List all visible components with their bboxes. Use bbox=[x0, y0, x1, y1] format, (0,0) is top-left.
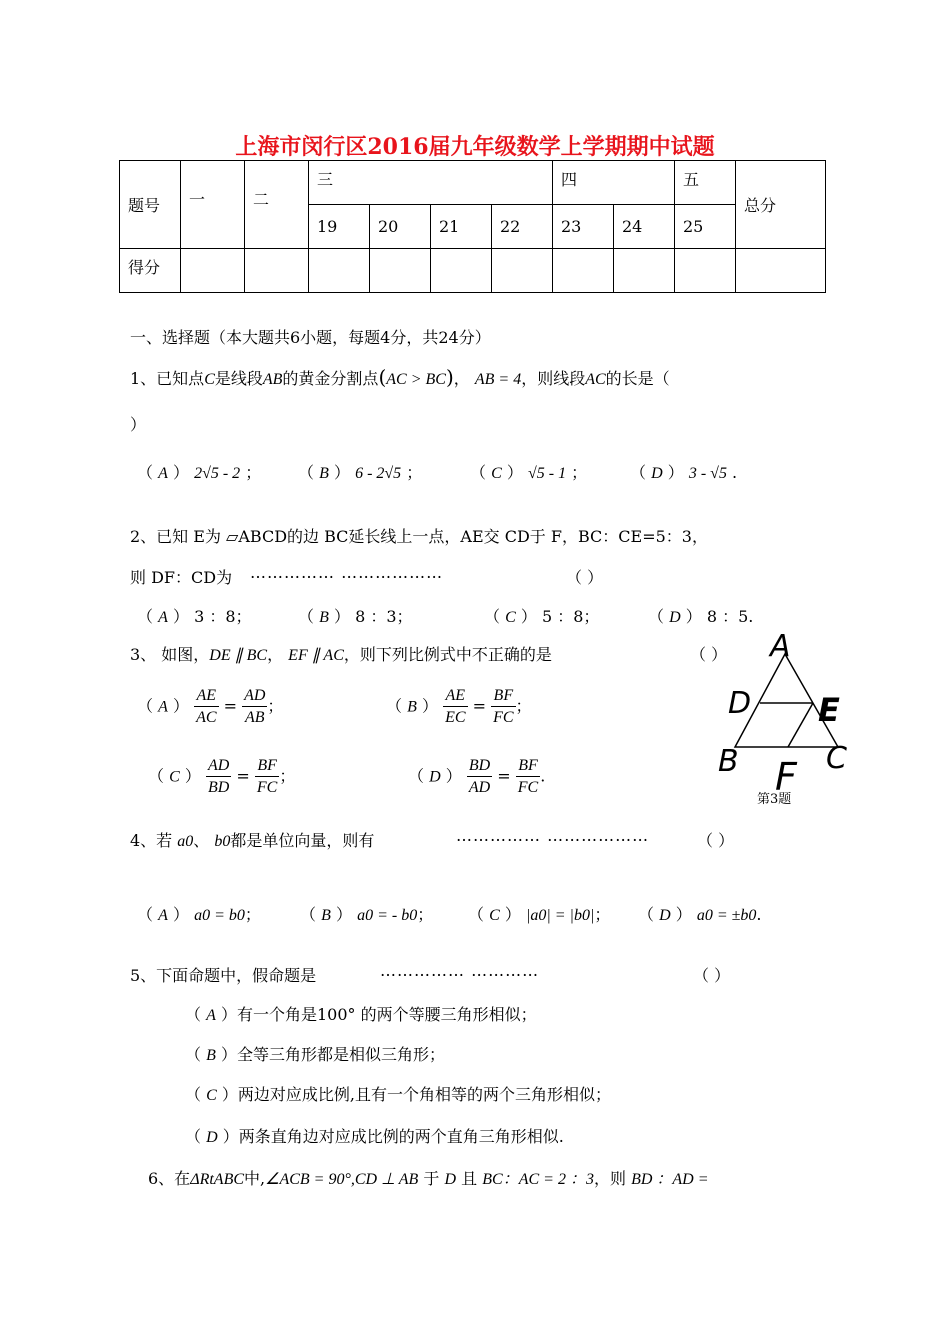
score-cell[interactable] bbox=[675, 249, 736, 293]
question-4: 4、若 a0、 b0都是单位向量，则有 bbox=[130, 831, 375, 850]
question-5: 5、下面命题中，假命题是 bbox=[130, 966, 317, 985]
q1-option-c[interactable]: （ C ） √5 - 1 ； bbox=[470, 463, 588, 482]
score-cell[interactable] bbox=[614, 249, 675, 293]
question-1-close: ） bbox=[130, 415, 147, 434]
question-2: 2、已知 E为 ▱ABCD的边 BC延长线上一点，AE交 CD于 F，BC：CE=5：3， bbox=[130, 527, 708, 546]
score-cell[interactable] bbox=[181, 249, 245, 293]
answer-paren[interactable]: （ ） bbox=[690, 645, 728, 664]
section-header: 一、选择题（本大题共6小题，每题4分，共24分） bbox=[130, 328, 491, 347]
row-label-score: 得分 bbox=[120, 249, 181, 293]
q5-option-d[interactable]: （ D ）两条直角边对应成比例的两个直角三角形相似. bbox=[185, 1127, 564, 1146]
q2-option-b[interactable]: （ B ） 8 ：3； bbox=[298, 607, 413, 626]
q3-option-c[interactable]: （ C ） $\frac{AD}{BD}$ = $\frac{BF}{FC}$ ； bbox=[148, 757, 296, 796]
label-f: F bbox=[775, 755, 797, 799]
label-e: E bbox=[818, 691, 840, 729]
label-a: A bbox=[770, 630, 791, 664]
q4-option-c[interactable]: （ C ） |a0| = |b0|； bbox=[468, 905, 611, 924]
q2-option-d[interactable]: （ D ） 8 ：5. bbox=[648, 607, 754, 626]
answer-dots: …………… ………… bbox=[380, 961, 540, 980]
sub-25: 25 bbox=[675, 205, 736, 249]
figure-caption: 第3题 bbox=[757, 792, 792, 807]
sub-22: 22 bbox=[492, 205, 553, 249]
q4-option-a[interactable]: （ A ） a0 = b0； bbox=[137, 905, 261, 924]
sub-21: 21 bbox=[431, 205, 492, 249]
q5-option-b[interactable]: （ B ）全等三角形都是相似三角形； bbox=[185, 1045, 445, 1064]
segment-ef bbox=[788, 703, 813, 747]
score-cell[interactable] bbox=[309, 249, 370, 293]
q1-option-b[interactable]: （ B ） 6 - 2√5 ； bbox=[298, 463, 423, 482]
q1-option-a[interactable]: （ A ） 2√5 - 2 ； bbox=[137, 463, 262, 482]
sub-20: 20 bbox=[370, 205, 431, 249]
col-total: 总分 bbox=[736, 161, 826, 249]
q4-option-d[interactable]: （ D ） a0 = ±b0. bbox=[638, 905, 762, 924]
q1-option-d[interactable]: （ D ） 3 - √5 . bbox=[630, 463, 738, 482]
question-3: 3、 如图，DE ∥ BC， EF ∥ AC，则下列比例式中不正确的是 bbox=[130, 645, 552, 664]
q3-option-b[interactable]: （ B ） $\frac{AE}{EC}$ = $\frac{BF}{FC}$ ； bbox=[386, 687, 532, 726]
score-cell[interactable] bbox=[431, 249, 492, 293]
q2-option-a[interactable]: （ A ） 3 ：8； bbox=[137, 607, 252, 626]
score-table bbox=[119, 160, 826, 293]
question-2-line2: 则 DF：CD为 bbox=[130, 568, 233, 587]
sub-19: 19 bbox=[309, 205, 370, 249]
sub-23: 23 bbox=[553, 205, 614, 249]
answer-paren[interactable]: （ ） bbox=[697, 831, 735, 850]
q5-option-c[interactable]: （ C ）两边对应成比例,且有一个角相等的两个三角形相似； bbox=[185, 1085, 611, 1104]
q5-option-a[interactable]: （ A ）有一个角是100° 的两个等腰三角形相似； bbox=[185, 1005, 537, 1024]
sub-24: 24 bbox=[614, 205, 675, 249]
col-three: 三 bbox=[309, 161, 553, 205]
q2-option-c[interactable]: （ C ） 5 ：8； bbox=[484, 607, 600, 626]
label-b: B bbox=[718, 744, 739, 779]
label-c: C bbox=[826, 741, 847, 776]
score-cell[interactable] bbox=[553, 249, 614, 293]
col-five: 五 bbox=[675, 161, 736, 205]
score-cell[interactable] bbox=[370, 249, 431, 293]
answer-dots: …………… ……………… bbox=[250, 563, 444, 582]
question-6: 6、在ΔRtABC中,∠ACB = 90°,CD ⊥ AB 于 D 且 BC：AC = 2 ：3，则 BD ：AD = bbox=[148, 1169, 709, 1188]
answer-paren[interactable]: （ ） bbox=[566, 568, 604, 587]
score-cell[interactable] bbox=[245, 249, 309, 293]
row-label-question: 题号 bbox=[120, 161, 181, 249]
q4-option-b[interactable]: （ B ） a0 = - b0； bbox=[300, 905, 434, 924]
q3-option-d[interactable]: （ D ） $\frac{BD}{AD}$ = $\frac{BF}{FC}$ . bbox=[408, 757, 546, 796]
triangle-figure bbox=[715, 630, 865, 810]
score-cell[interactable] bbox=[492, 249, 553, 293]
label-d: D bbox=[728, 686, 752, 721]
page-title: 上海市闵行区2016届九年级数学上学期期中试题 bbox=[235, 134, 715, 160]
answer-dots: …………… ……………… bbox=[456, 826, 650, 845]
score-cell[interactable] bbox=[736, 249, 826, 293]
col-four: 四 bbox=[553, 161, 675, 205]
col-one: 一 bbox=[181, 161, 245, 249]
col-two: 二 bbox=[245, 161, 309, 249]
question-1: 1、已知点C是线段AB的黄金分割点(AC > BC)， AB = 4，则线段AC的长是（ bbox=[130, 365, 670, 389]
q3-option-a[interactable]: （ A ） $\frac{AE}{AC}$ = $\frac{AD}{AB}$ ； bbox=[137, 687, 284, 726]
answer-paren[interactable]: （ ） bbox=[693, 966, 731, 985]
